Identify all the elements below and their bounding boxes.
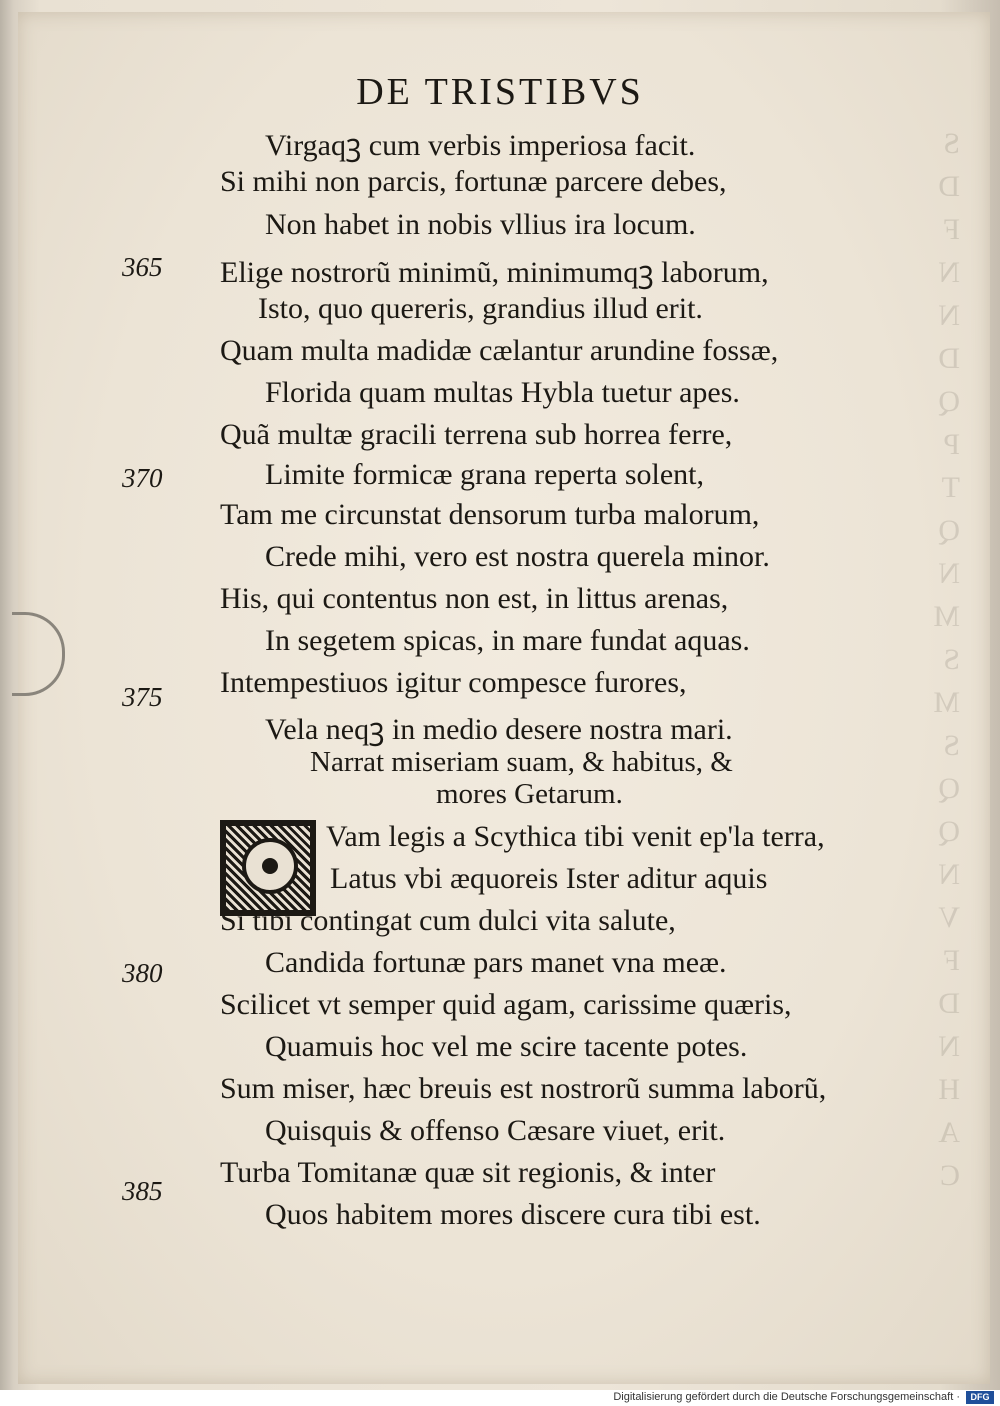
- verse-line: Quos habitem mores discere cura tibi est.: [265, 1198, 761, 1231]
- verse-line: Elige nostrorũ minimũ, minimumqꝫ laborum,: [220, 256, 769, 289]
- footer-credit: Digitalisierung gefördert durch die Deutsche Forschungsgemeinschaft ·: [613, 1391, 960, 1403]
- verse-line: Quam multa madidæ cælantur arundine fossæ,: [220, 334, 779, 367]
- show-through-text: S D F N N D Q P T Q N M S M S Q Q N V F D N H A C: [933, 127, 960, 1192]
- running-heading: DE TRISTIBVS: [356, 71, 644, 113]
- verse-line: Scilicet vt semper quid agam, carissime quæris,: [220, 988, 792, 1021]
- page-clasp-ring: [12, 612, 65, 696]
- verse-line: Limite formicæ grana reperta solent,: [265, 458, 704, 491]
- verse-line: Intempestiuos igitur compesce furores,: [220, 666, 687, 699]
- verse-line: Isto, quo quereris, grandius illud erit.: [258, 292, 703, 325]
- section-caption-line: mores Getarum.: [436, 778, 623, 810]
- verse-line: Sum miser, hæc breuis est nostrorũ summa laborũ,: [220, 1072, 827, 1105]
- verse-line: Quamuis hoc vel me scire tacente potes.: [265, 1030, 748, 1063]
- verse-line: Vam legis a Scythica tibi venit ep'la terra,: [326, 820, 825, 853]
- verse-line: Tam me circunstat densorum turba malorum,: [220, 498, 760, 531]
- verse-line: Candida fortunæ pars manet vna meæ.: [265, 946, 727, 979]
- line-number: 370: [122, 463, 163, 493]
- verse-line: In segetem spicas, in mare fundat aquas.: [265, 624, 750, 657]
- verse-line: Non habet in nobis vllius ira locum.: [265, 208, 696, 241]
- verse-line: Latus vbi æquoreis Ister aditur aquis: [330, 862, 768, 895]
- verse-line: Florida quam multas Hybla tuetur apes.: [265, 376, 740, 409]
- verse-line: Virgaqꝫ cum verbis imperiosa facit.: [265, 129, 696, 162]
- verse-line: His, qui contentus non est, in littus arenas,: [220, 582, 729, 615]
- line-number: 385: [122, 1176, 163, 1206]
- verse-line: Si mihi non parcis, fortunæ parcere debes,: [220, 165, 727, 198]
- footer-bar: [0, 1390, 1000, 1406]
- verse-line: Si tibi contingat cum dulci vita salute,: [220, 904, 676, 937]
- line-number: 380: [122, 958, 163, 988]
- verse-line: Quã multæ gracili terrena sub horrea ferre,: [220, 418, 733, 451]
- section-caption-line: Narrat miseriam suam, & habitus, &: [310, 746, 733, 778]
- verse-line: Turba Tomitanæ quæ sit regionis, & inter: [220, 1156, 716, 1189]
- line-number: 365: [122, 252, 163, 282]
- verse-line: Vela neqꝫ in medio desere nostra mari.: [265, 713, 733, 746]
- line-number: 375: [122, 682, 163, 712]
- dfg-logo-icon[interactable]: DFG: [966, 1391, 994, 1404]
- verse-line: Quisquis & offenso Cæsare viuet, erit.: [265, 1114, 726, 1147]
- decorated-initial-icon: [220, 820, 316, 916]
- verse-line: Crede mihi, vero est nostra querela minor.: [265, 540, 770, 573]
